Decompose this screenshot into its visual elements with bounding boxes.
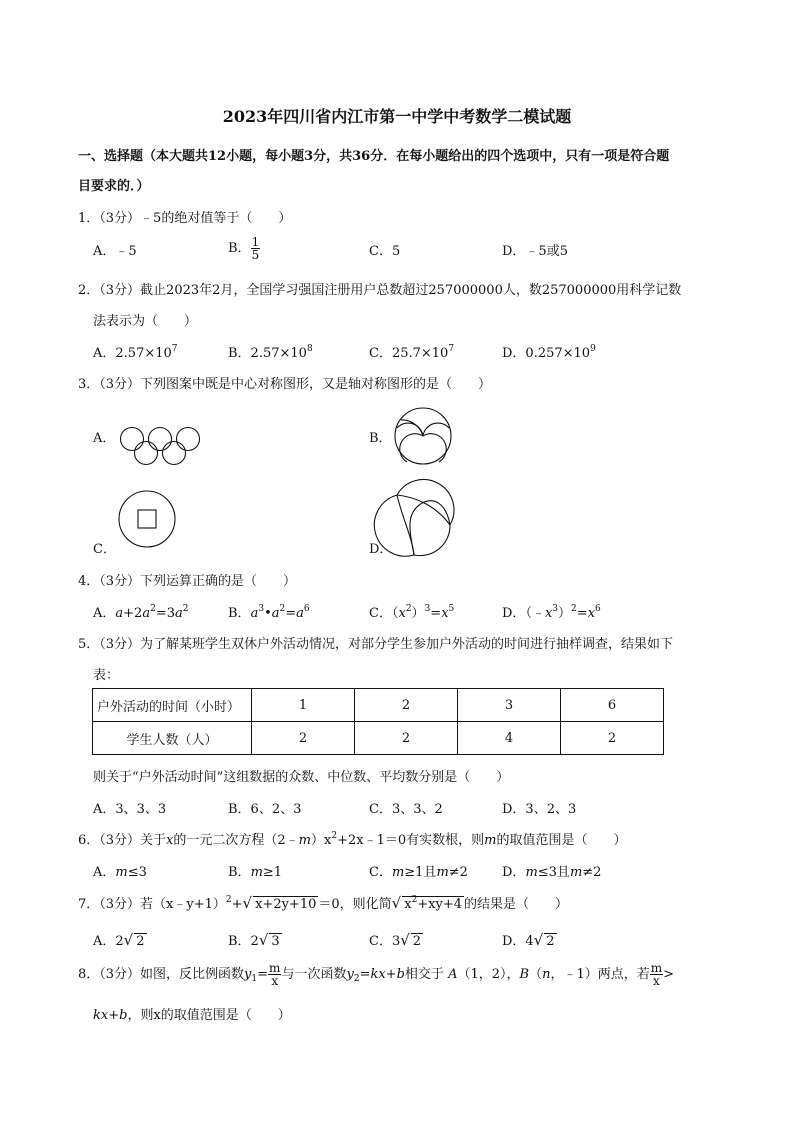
- question-8-stem: 8．（3分）如图，反比例函数$y_1=$ $\frac{m}{x}$ 与一次函数$y_2=kx+b$相交于 A（1，2），B（n，﹣1）两点，若 $\frac{m}{x}$ >: [78, 961, 675, 988]
- question-2-stem-cont: 法表示为（ ）: [93, 314, 198, 329]
- q6-option-a: A．m≤3: [93, 865, 147, 880]
- q1-option-a: A．﹣5: [93, 244, 137, 259]
- q3-option-d-label: D．: [369, 542, 393, 557]
- table-cell: 2: [355, 689, 458, 722]
- q2-option-c: C．$25.7\times 10^7$: [369, 344, 455, 361]
- q3-option-a-label: A．: [93, 431, 116, 446]
- q4-option-a: A．$a+2a^2=3a^2$: [93, 604, 189, 621]
- q7-option-d: D．4√ 2: [502, 931, 555, 949]
- question-6-stem: 6．（3分）关于x的一元二次方程$(2﹣m)x^2+2x﹣1=0$有实数根，则m的取值范围是（ ）: [78, 831, 627, 848]
- q1-option-c: C．5: [369, 244, 401, 259]
- square-hole-coin-figure: [117, 489, 177, 549]
- three-petal-figure: [392, 487, 462, 557]
- q6-option-d: D．m≤3且m≠2: [502, 865, 602, 880]
- q7-option-a: A．2√ 2: [93, 931, 145, 949]
- q6-option-b: B．m≥1: [228, 865, 283, 880]
- table-row: [93, 689, 664, 722]
- question-8-stem-cont: kx+b，则x的取值范围是（ ）: [93, 1008, 291, 1023]
- q3-option-b-label: B．: [369, 431, 392, 446]
- question-5-stem-cont: 表：: [93, 668, 120, 683]
- table-cell: 2: [355, 722, 458, 755]
- table-cell: 3: [458, 689, 561, 722]
- question-2-stem: 2．（3分）截止2023年2月，全国学习强国注册用户总数超过257000000人，数257000000用科学记数: [78, 283, 682, 298]
- question-5-prompt: 则关于“户外活动时间”这组数据的众数、中位数、平均数分别是（ ）: [93, 770, 510, 785]
- question-4-stem: 4．（3分）下列运算正确的是（ ）: [78, 574, 297, 589]
- olympic-rings-figure: [115, 424, 205, 469]
- table-cell: 4: [458, 722, 561, 755]
- q4-option-c: C．$(x^2)^3=x^5$: [369, 604, 455, 621]
- q5-option-b: B．6、2、3: [228, 802, 302, 817]
- q3-option-c-label: C．: [93, 542, 116, 557]
- q2-option-d: D．$0.257\times 10^9$: [502, 344, 596, 361]
- q5-option-d: D．3、2、3: [502, 802, 577, 817]
- q5-option-c: C．3、3、2: [369, 802, 443, 817]
- q1-option-d: D．﹣5或5: [502, 244, 568, 259]
- q7-option-b: B．2√ 3: [228, 931, 280, 949]
- section-heading-cont: 目要求的．）: [78, 179, 150, 194]
- q4-option-b: B．$a^3•a^2=a^6$: [228, 604, 310, 621]
- table-row: [93, 722, 664, 755]
- question-7-stem: 7．（3分）若（x﹣y+1）$^2$+√ x+2y+10 ＝0，则化简√ $x^2+xy+4$ 的结果是（ ）: [78, 894, 569, 912]
- q7-option-c: C．3√ 2: [369, 931, 422, 949]
- question-1-stem: 1．（3分）﹣5的绝对值等于（ ）: [78, 211, 292, 226]
- section-heading: 一、选择题（本大题共12小题，每小题3分，共36分．在每小题给出的四个选项中，只有一项是符合题: [78, 149, 670, 164]
- table-cell: 1: [252, 689, 355, 722]
- q6-option-c: C．m≥1且m≠2: [369, 865, 468, 880]
- question-5-stem: 5．（3分）为了解某班学生双休户外活动情况，对部分学生参加户外活动的时间进行抽样调查，结果如下: [78, 637, 674, 652]
- q2-option-b: B．$2.57\times 10^8$: [228, 344, 313, 361]
- data-table: [92, 688, 664, 755]
- table-header-cell: 户外活动的时间（小时）: [93, 689, 252, 722]
- q2-option-a: A．$2.57\times 10^7$: [93, 344, 178, 361]
- question-3-stem: 3．（3分）下列图案中既是中心对称图形，又是轴对称图形的是（ ）: [78, 377, 492, 392]
- q4-option-d: D．$(﹣x^3)^2=x^6$: [502, 604, 601, 621]
- q5-option-a: A．3、3、3: [93, 802, 167, 817]
- circle-three-arcs-figure: [393, 406, 453, 466]
- table-cell: 2: [252, 722, 355, 755]
- q1-option-b: B． $\frac{1}{5}$: [228, 235, 260, 262]
- table-cell: 6: [561, 689, 664, 722]
- table-cell: 2: [561, 722, 664, 755]
- table-header-cell: 学生人数（人）: [93, 722, 252, 755]
- page-title: 2023年四川省内江市第一中学中考数学二模试题: [222, 107, 572, 126]
